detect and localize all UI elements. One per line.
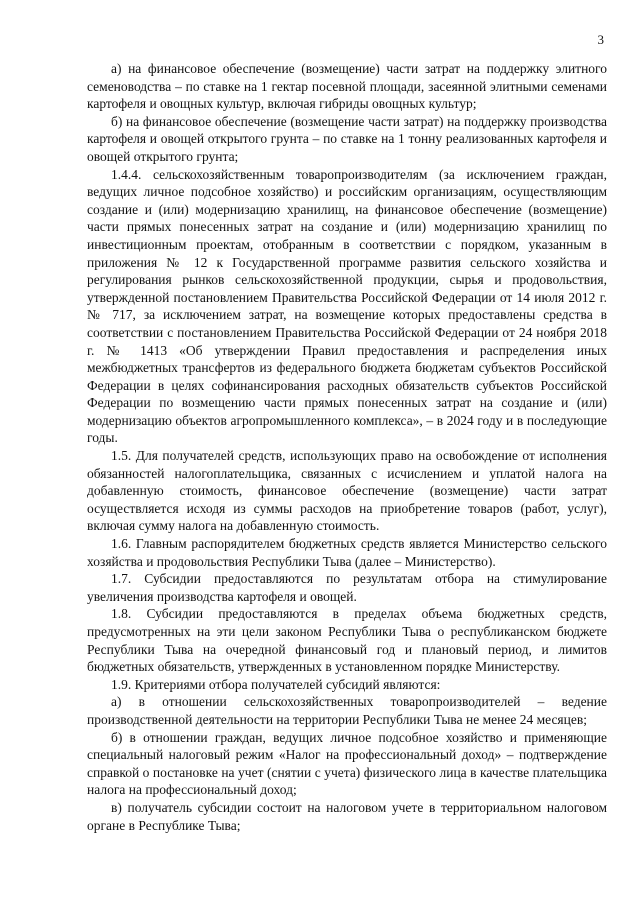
paragraph-1-9-criteria: 1.9. Критериями отбора получателей субсидий являются: — [111, 676, 441, 692]
page-number: 3 — [597, 32, 604, 47]
paragraph-1-8-budget: 1.8. Субсидии предоставляются в пределах объема бюджетных средств, предусмотренных на эти цели законом Республики Тыва о республиканском бюджете Республики Тыва на очередной финансовый год и плановый период, и лимитов бюджетных обязательств, утвержденных в установленном порядке Министерству. — [87, 606, 607, 675]
paragraph-criteria-v: в) получатель субсидии состоит на налоговом учете в территориальном налоговом органе в Республике Тыва; — [87, 799, 607, 833]
paragraph-1-6-ministry: 1.6. Главным распорядителем бюджетных средств является Министерство сельского хозяйства и продовольствия Республики Тыва (далее – Министерство). — [87, 536, 607, 569]
paragraph-1-5-vat: 1.5. Для получателей средств, использующих право на освобождение от исполнения обязанностей налогоплательщика, связанных с исчислением и уплатой налога на добавленную стоимость, финансовое обеспечение (возмещение) части затрат осуществляется исходя из суммы расходов на приобретение товаров (работ, услуг), включая сумму налога на добавленную стоимость. — [87, 448, 607, 534]
document-body — [87, 60, 607, 834]
paragraph-1-4-4-storage: 1.4.4. сельскохозяйственным товаропроизводителям (за исключением граждан, ведущих личное подсобное хозяйство) и российским организациям, осуществляющим создание и (или) модернизацию хранилищ, на финансовое обеспечение (возмещение) части прямых понесенных затрат на создание и (или) модернизацию хранилищ по инвестиционным проектам, отобранным в соответствии с порядком, указанным в приложения № 12 к Государственной программе развития сельского хозяйства и регулирования рынков сельскохозяйственной продукции, сырья и продовольствия, утвержденной постановлением Правительства Российской Федерации от 14 июля 2012 г. № 717, за исключением затрат, на возмещение которых предоставлены средства в соответствии с постановлением Правительства Российской Федерации от 24 ноября 2018 г. № 1413 «Об утверждении Правил предоставления и распределения иных межбюджетных трансфертов из федерального бюджета бюджетам субъектов Российской Федерации в целях софинансирования расходных обязательств субъектов Российской Федерации по возмещению части прямых понесенных затрат на создание и (или) модернизацию объектов агропромышленного комплекса», – в 2024 году и в последующие годы. — [87, 166, 607, 446]
paragraph-1-7-selection: 1.7. Субсидии предоставляются по результатам отбора на стимулирование увеличения производства картофеля и овощей. — [87, 571, 607, 604]
paragraph-criteria-b: б) в отношении граждан, ведущих личное подсобное хозяйство и применяющие специальный налоговый режим «Налог на профессиональный доход» – подтверждение справкой о постановке на учет (снятии с учета) физического лица в качестве плательщика налога на профессиональный доход; — [87, 729, 607, 798]
paragraph-elite-seed-support: а) на финансовое обеспечение (возмещение) части затрат на поддержку элитного семеноводства – по ставке на 1 гектар посевной площади, засеянной элитными семенами картофеля и овощных культур, включая гибриды овощных культур; — [87, 61, 607, 112]
paragraph-potato-vegetable-production: б) на финансовое обеспечение (возмещение части затрат) на поддержку производства картофеля и овощей открытого грунта – по ставке на 1 тонну реализованных картофеля и овощей открытого грунта; — [87, 113, 607, 164]
paragraph-criteria-a: а) в отношении сельскохозяйственных товаропроизводителей – ведение производственной деятельности на территории Республики Тыва не менее 24 месяцев; — [87, 694, 607, 727]
